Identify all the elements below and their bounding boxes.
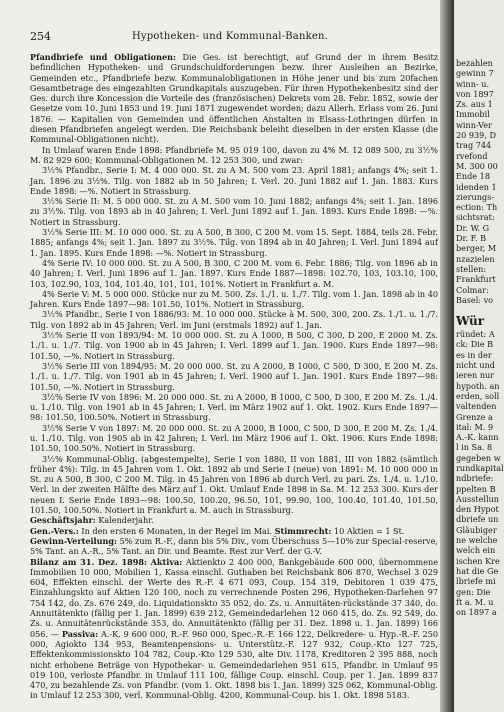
right-page-fragment: A.-K. kann bbox=[456, 432, 499, 443]
right-page-fragment: trag 744 bbox=[456, 140, 492, 151]
right-page-fragment: Immobil bbox=[456, 109, 490, 120]
body-paragraph: 3½% Serie III von 1894/95: M. 20 000 000. St. zu A 2000, B 1000, C 500, D 300, E 200 M. Zs. 1./1. u. 1./7. Tilg. von 1901 ab in 45 Jahren; I. Verl. 1900 auf 1. Jan. 1901. Kurs Ende 1897—98: 101.50, —%. Notiert in Strassburg. bbox=[30, 360, 438, 392]
body-paragraph: 3½% Pfandbr., Serie I von 1886/93: M. 10 000 000. Stücke à M. 500, 300, 200. Zs. 1./1. u. 1./7. Tilg. von 1892 ab in 45 Jahren; Verl. im Juni (erstmals 1892) auf 1. Jan. bbox=[30, 309, 438, 330]
right-page-fragment: welch ein bbox=[456, 545, 496, 556]
right-page-fragment: Wür bbox=[456, 314, 485, 329]
body-paragraph: 3½% Serie V von 1897: M. 20 000 000. St. zu A 2000, B 1000, C 500, D 300, E 200 M. Zs. 1./4. u. 1./10. Tilg. von 1905 ab in 42 Jahren; I. Verl. im März 1906 auf 1. Okt. 1906. Kurs Ende 1898: 101.50, 100.50%. Notiert in Strassburg. bbox=[30, 422, 438, 454]
right-page-fragment: l in Sa. 8 bbox=[456, 442, 493, 453]
right-page-fragment: lbriefe mi bbox=[456, 576, 496, 587]
body-paragraph: 3½% Serie II von 1893/94: M. 10 000 000. St. zu A 1000, B 500, C 300, D 200, E 2000 M. Zs. 1./1. u. 1./7. Tilg. von 1900 ab in 45 Jahren; I. Verl. 1899 auf 1. Jan. 1900. Kurs Ende 1897—98: 101.50, —%. Notiert in Strassburg. bbox=[30, 330, 438, 361]
right-page-fragment: ischen Kre bbox=[456, 555, 500, 566]
right-page-fragment: von 1897 bbox=[456, 88, 494, 99]
body-paragraph: 4% Serie V: M. 5 000 000. Stücke nur zu M. 500. Zs. 1./1. u. 1./7. Tilg. vom 1. Jan. 1898 ab in 40 Jahren. Kurs Ende 1897—98: 101.50, 101%. Notiert in Strassburg. bbox=[30, 288, 438, 310]
right-page-fragment: ne welche bbox=[456, 535, 498, 546]
page-body-text bbox=[30, 52, 438, 701]
right-page-fragment: Colmar: bbox=[456, 284, 489, 295]
right-page-fragment: idenden 1 bbox=[456, 181, 497, 192]
right-page-fragment: 20 939, D bbox=[456, 130, 496, 141]
right-page-fragment: ital: M. 9 bbox=[456, 421, 494, 432]
running-title: Hypotheken- und Kommunal-Banken. bbox=[132, 31, 328, 42]
right-page-fragment: Gläubiger bbox=[456, 524, 497, 535]
right-page-fragment: valtenden bbox=[456, 401, 497, 412]
body-paragraph: 3½% Kommunal-Oblig. (abgestempelte), Serie I von 1880, II von 1881, III von 1882 (sämtlich früher 4%): Tilg. in 45 Jahren vom 1. Okt. 1892 ab und Serie I (neue) von 1891: M. 10 000 000 in St. zu A 500, B 300, C 200 M. Tilg. in 45 Jahren von 1896 ab durch Verl. zu pari. Zs. 1./4. u. 1./10. Verl. in der zweiten Hälfte des März auf 1. Okt. Umlauf Ende 1898 in Sa. M. 12 253 300. Kurs der neuen I. Serie Ende 1893—98: 100.50, 100.20, 96.50, 101, 99.90, 100, 100.40, 101.40, 101.50, 101.50, 100.50%. Notiert in Frankfurt a. M. auch in Strassburg. bbox=[30, 453, 438, 516]
right-page-fragment: nicht und bbox=[456, 360, 495, 371]
right-page-fragment: Grenze a bbox=[456, 411, 493, 422]
right-page-fragment: Dr. F. B bbox=[456, 233, 487, 244]
body-paragraph: Pfandbriefe und Obligationen: Die Ges. ist berechtigt, auf Grund der in ihrem Besitz befindlichen Hypotheken- und Grundschuldforderungen bezw. ihrer Ausleihen an Bezirke, Gemeinden etc., Pfandbriefe bezw. Kommunalobligationen in Höhe jener und bis zum 20fachen Gesamtbetrage des eingezahlten Grundkapitals auszugeben. Für ihren Hypothekenbesitz sind der Ges. durch ihre Koncession die Vorteile des (französischen) Dekrets vom 28. Febr. 1852, sowie der Gesetze vom 10. Juni 1853 und 19. Juni 1871 zugewendet worden; dazu Allerh. Erlass vom 26. Juni 1876. — Kapitalien von Gemeinden und öffentlichen Anstalten in Elsass-Lothringen dürfen in diesen Pfandbriefen angelegt werden. Die Reichsbank beleiht dieselben in der ersten Klasse (die Kommunal-Obligationen nicht). bbox=[30, 52, 438, 145]
right-page-fragment: Dr. W. G bbox=[456, 222, 490, 233]
right-page-fragment: ck: Die B bbox=[456, 339, 494, 350]
book-page-right-edge bbox=[454, 0, 504, 712]
page-header bbox=[30, 30, 430, 44]
right-page-fragment: dbriefe un bbox=[456, 514, 499, 525]
right-page-fragment: winn- u. bbox=[456, 78, 490, 89]
right-page-fragment: zierungs- bbox=[456, 191, 495, 202]
body-paragraph: Gen.-Vers.: In den ersten 6 Monaten, in der Regel im Mai. Stimmrecht: 10 Aktien = 1 St. bbox=[30, 525, 405, 536]
right-page-fragment: ründet: A bbox=[456, 329, 495, 340]
body-paragraph: Geschäftsjahr: Kalenderjahr. bbox=[30, 515, 154, 526]
body-paragraph: 4% Serie IV: 10 000 000. St. zu A 500, B 300, C 200 M. vom 6. Febr. 1886; Tilg. von 1896 ab in 40 Jahren; I. Verl. Juni 1896 auf 1. Jan. 1897. Kurs Ende 1887—1898: 102.70, 103, 103.10, 100, 103, 102.90, 103, 104, 101.40, 101, 101, 101%. Notiert in Frankfurt a. M. bbox=[30, 257, 438, 289]
right-page-fragment: Basel: vo bbox=[456, 294, 494, 305]
book-gutter bbox=[440, 0, 454, 712]
right-page-fragment: ppelten B bbox=[456, 483, 496, 494]
body-paragraph: 3½% Serie IV von 1896: M. 20 000 000. St. zu A 2000, B 1000, C 500, D 300, E 200 M. Zs. 1./4. u. 1./10. Tilg. von 1901 ab in 45 Jahren; I. Verl. im März 1902 auf 1. Okt. 1902. Kurs Ende 1897—98: 101.50, 100.50%. Notiert in Strassburg. bbox=[30, 391, 438, 423]
right-page-fragment: rvefond bbox=[456, 150, 488, 161]
right-page-fragment: den Hypot bbox=[456, 504, 499, 515]
body-paragraph: Gewinn-Verteilung: 5% zum R.-F., dann bis 5% Div., vom Überschuss 5—10% zur Special-reserve, 5% Tant. an A.-R., 5% Tant. an Dir. und Beamte. Rest zur Verf. der G.-V. bbox=[30, 535, 438, 557]
right-page-fragments bbox=[454, 58, 504, 617]
right-page-fragment: nzazielen bbox=[456, 253, 495, 264]
right-page-fragment: M. 300 00 bbox=[456, 160, 498, 171]
body-paragraph: 3½% Serie III: M. 10 000 000. St. zu A 500, B 300, C 200 M. vom 15. Sept. 1884, teils 28. Febr. 1885; anfangs 4%; seit 1. Jan. 1897 zu 3½%. Tilg. von 1894 ab in 40 Jahren; I. Verl. Juni 1894 auf 1. Jan. 1895. Kurs Ende 1898: —%. Notiert in Strassburg. bbox=[30, 227, 438, 258]
right-page-fragment: stellen: bbox=[456, 263, 487, 274]
right-page-fragment: on 1897 a bbox=[456, 607, 497, 618]
page-number: 254 bbox=[30, 30, 51, 43]
right-page-fragment: Zs. aus 1 bbox=[456, 99, 493, 110]
right-page-fragment: es in der bbox=[456, 349, 492, 360]
body-paragraph: Bilanz am 31. Dez. 1898: Aktiva: Aktienkto 2 400 000, Bankgebäude 600 000, übernommene Immobilien 10 000, Mobilien 1, Kassa einschl. Guthaben bei Reichsbank 806 870, Wechsel 3 029 604, Effekten einschl. der Werte des R.-F. 4 671 093, Coup. 154 319, Debitoren 1 039 475, Einzahlungskto auf Aktien 120 100, noch zu verrechnende Posten 296, Hypotheken-Darlehen 97 754 142, do. Zs. 676 249, do. Liquidationskto 35 052, do. Zs. u. Annuitäten-rückstände 37 340, do. Annuitätenkto (fällig per 1. Jan. 1899) 639 212, Gemeindedarlehen 12 060 415, do. Zs. 92 549, do. Zs. u. Annuitätenrückstände 353, do. Annuitätenkto (fällig per 31. Dez. 1898 u. 1. Jan. 1899) 166 056. — Passiva: A.-K. 9 600 000, R.-F. 960 000, Spec.-R.-F. 166 122, Delkredere- u. Hyp.-R.-F. 250 000, Agiokto 134 953, Beamtenpensions- u. Unterstütz.-F. 127 932, Coup.-Kto 127 725, Effektenkommissionskto 104 782, Coup.-Kto 129 530, alte Div. 1178, Kreditoren 2 395 888, noch nicht erhobene Beträge von Hypothekar- u. Gemeindedarlehen 951 615, Pfandbr. in Umlauf 95 019 100, verloste Pfandbr. in Umlauf 111 100, fällige Coup. einschl. Coup. per 1. Jan. 1899 837 470, zu bezahlende Zs. von Pfandbr. (vom 1. Okt. 1898 bis 1. Jan. 1899) 325 062, Kommunal-Oblig. in Umlauf 12 253 300, verl. Kommunal-Oblig. 4200, Kommunal-Coup. bis 1. Okt. 1898 5183. bbox=[30, 556, 438, 701]
right-page-fragment: winn-Ver bbox=[456, 119, 492, 130]
body-paragraph: 3½% Serie II: M. 5 000 000. St. zu A M. 500 vom 10. Juni 1882; anfangs 4%; seit 1. Jan. 1896 zu 3½%. Tilg. von 1893 ab in 40 Jahren; I. Verl. Juni 1892 auf 1. Jan. 1893. Kurs Ende 1898: —%. Notiert in Strassburg. bbox=[30, 196, 438, 227]
right-page-fragment: gen: Die bbox=[456, 586, 491, 597]
body-paragraph: In Umlauf waren Ende 1898: Pfandbriefe M. 95 019 100, davon zu 4% M. 12 089 500, zu 3½% M. 82 929 600; Kommunal-Obligationen M. 12 253 300, und zwar: bbox=[30, 144, 438, 165]
right-page-fragment: ection: Th bbox=[456, 202, 498, 213]
right-page-fragment: Ende 18 bbox=[456, 171, 490, 182]
right-page-fragment: Ausstellun bbox=[456, 493, 500, 504]
right-page-fragment: gegeben w bbox=[456, 452, 501, 463]
right-page-fragment: hat die Ge bbox=[456, 565, 499, 576]
right-page-fragment: sichtsrat: bbox=[456, 212, 495, 223]
right-page-fragment: hypoth. an bbox=[456, 380, 500, 391]
right-page-fragment: gewinn 7 bbox=[456, 68, 494, 79]
right-page-fragment: erden, soll bbox=[456, 390, 500, 401]
right-page-fragment: ndbriefe: bbox=[456, 473, 494, 484]
right-page-fragment: bezahlen bbox=[456, 58, 493, 68]
right-page-fragment: ieren nur bbox=[456, 370, 495, 381]
body-paragraph: 3½% Pfandbr., Serie I: M. 4 000 000. St. zu A M. 500 vom 23. April 1881; anfangs 4%; seit 1. Jan. 1896 zu 3½%. Tilg. von 1882 ab in 50 Jahren; I. Verl. 20. Juni 1882 auf 1. Jan. 1883. Kurs Ende 1898: —%. Notiert in Strassburg. bbox=[30, 165, 438, 196]
right-page-fragment: ft a. M. u bbox=[456, 596, 494, 607]
right-page-fragment: rundkapital bbox=[456, 462, 504, 473]
right-page-fragment: Frankfurt bbox=[456, 274, 496, 285]
right-page-fragment: berger, M bbox=[456, 243, 497, 254]
